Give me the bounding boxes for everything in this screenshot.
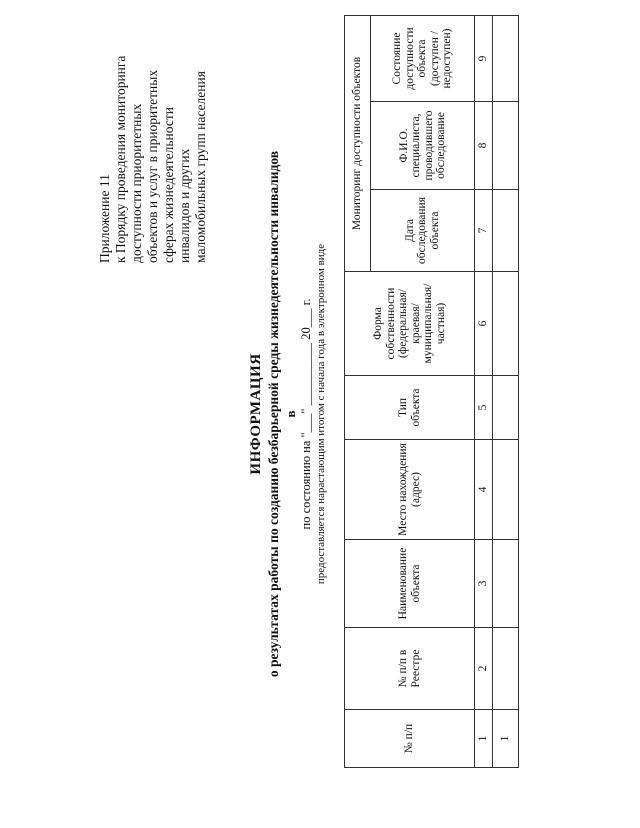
appendix-line: сферах жизнедеятельности	[161, 107, 176, 263]
table-cell	[493, 376, 519, 440]
table-cell	[493, 190, 519, 272]
group-header-monitoring: Мониторинг доступности объектов	[345, 15, 371, 271]
column-number: 3	[475, 540, 493, 628]
submission-note: предоставляется нарастающим итогом с начала года в электронном виде	[315, 243, 327, 585]
region-prefix: в	[283, 410, 298, 418]
column-number: 1	[475, 710, 493, 768]
col-header-number: № п/п	[345, 710, 475, 768]
appendix-line: Приложение 11	[97, 174, 112, 263]
col-header-registry-number: № п/п в Реестре	[345, 628, 475, 710]
state-date-line: по состоянию на "___" __________ 20___ г.	[299, 298, 313, 530]
appendix-note	[97, 23, 209, 263]
appendix-line: доступности приоритетных	[129, 103, 144, 263]
appendix-line: инвалидов и других	[177, 148, 192, 263]
appendix-line: маломобильных групп населения	[193, 71, 208, 263]
col-header-object-name: Наименование объекта	[345, 540, 475, 628]
col-header-accessibility: Состояние доступности объекта (доступен / недоступен)	[371, 15, 475, 101]
column-number: 8	[475, 102, 493, 190]
col-header-survey-date: Дата обследования объекта	[371, 190, 475, 272]
table-cell	[493, 540, 519, 628]
appendix-line: к Порядку проведения мониторинга	[113, 55, 128, 263]
table-cell	[493, 102, 519, 190]
appendix-line: объектов и услуг в приоритетных	[145, 69, 160, 263]
column-number: 6	[475, 272, 493, 376]
column-number: 7	[475, 190, 493, 272]
document-subtitle: о результатах работы по созданию безбарьерной среды жизнедеятельности инвалидов	[266, 150, 281, 678]
table-cell	[493, 628, 519, 710]
column-number-row	[475, 15, 493, 767]
col-header-address: Место нахождения (адрес)	[345, 440, 475, 540]
document-title: ИНФОРМАЦИЯ	[248, 353, 264, 475]
table-cell	[493, 440, 519, 540]
col-header-specialist: Ф.И.О. специалиста, проводившего обследование	[371, 102, 475, 190]
column-number: 2	[475, 628, 493, 710]
column-number: 9	[475, 15, 493, 101]
table-cell: 1	[493, 710, 519, 768]
col-header-object-type: Тип объекта	[345, 376, 475, 440]
column-number: 4	[475, 440, 493, 540]
monitoring-table	[344, 15, 519, 768]
table-row	[493, 15, 519, 767]
column-number: 5	[475, 376, 493, 440]
table-cell	[493, 272, 519, 376]
table-cell	[493, 15, 519, 101]
col-header-ownership: Форма собственности (федеральная/ краевая/ муниципальная/ частная)	[345, 272, 475, 376]
